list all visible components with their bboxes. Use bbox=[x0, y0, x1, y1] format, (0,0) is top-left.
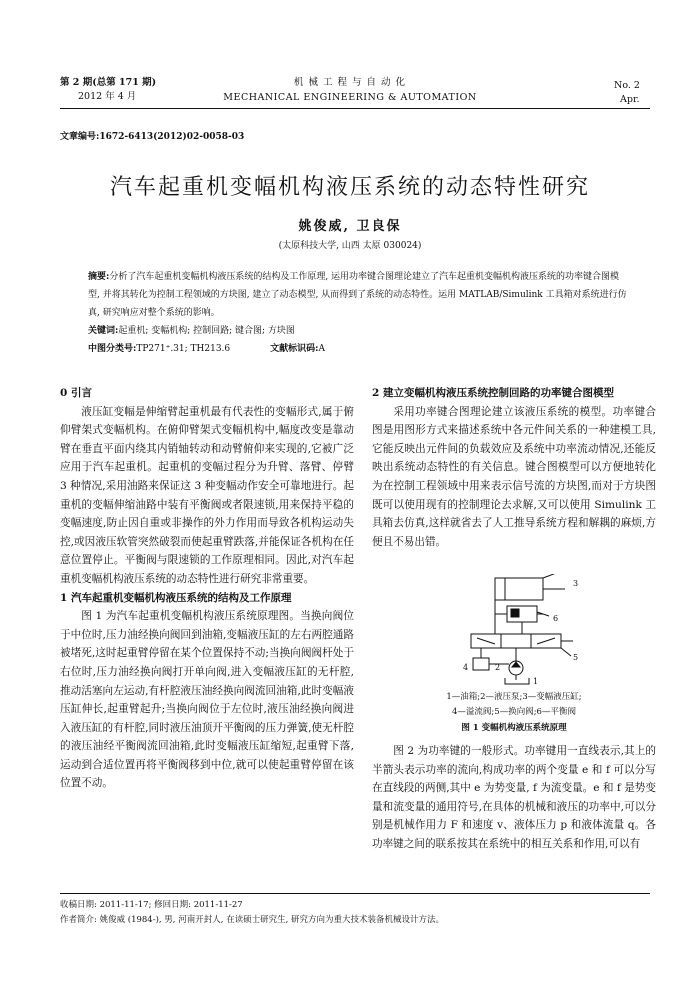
label-6: 6 bbox=[553, 614, 559, 623]
label-3: 3 bbox=[573, 579, 579, 588]
issue-no: No. 2 bbox=[614, 80, 640, 91]
doc-code: A bbox=[318, 344, 325, 354]
abstract bbox=[88, 268, 628, 322]
abstract-text: 分析了汽车起重机变幅机构液压系统的结构及工作原理, 运用功率键合图理论建立了汽车起重机变幅机构液压系统的功率键合图模型, 并将其转化为控制工程领域的方块图, 建立了动态模型, 从而得到了系统的动态特性。运用 MATLAB/Simulink 工具箱对系统进行仿真, 研究响应对整个系统的影响。 bbox=[88, 272, 627, 318]
issue-month: Apr. bbox=[620, 94, 640, 105]
left-column bbox=[60, 384, 354, 793]
classification bbox=[88, 340, 628, 358]
keywords-label: 关键词: bbox=[88, 326, 119, 336]
section-1-heading: 1 汽车起重机变幅机构液压系统的结构及工作原理 bbox=[60, 591, 292, 604]
footnote-rule bbox=[60, 893, 650, 894]
label-5: 5 bbox=[573, 653, 579, 662]
hydraulic-schematic-figure bbox=[425, 574, 585, 686]
right-column-top bbox=[372, 384, 656, 574]
label-2: 2 bbox=[495, 663, 501, 672]
received-dates: 收稿日期: 2011-11-17; 修回日期: 2011-11-27 bbox=[60, 900, 243, 910]
figure-legend-line-2: 4—溢流阀;5—换向阀;6—平衡阀 bbox=[452, 707, 576, 717]
author-bio: 作者简介: 姚俊威 (1984-), 男, 河南开封人, 在读硕士研究生, 研究方向为重大技术装备机械设计方法。 bbox=[60, 915, 445, 925]
journal-title-cn: 机 械 工 程 与 自 动 化 bbox=[293, 77, 407, 88]
header-rule bbox=[60, 108, 650, 109]
authors: 姚俊威, 卫良保 bbox=[298, 219, 402, 234]
issue-number: 第 2 期(总第 171 期) bbox=[60, 77, 157, 88]
valve-block-mid bbox=[501, 634, 531, 648]
abstract-label: 摘要: bbox=[88, 272, 110, 282]
relief-valve bbox=[473, 658, 489, 670]
issue-date: 2012 年 4 月 bbox=[78, 91, 137, 102]
leader-3 bbox=[543, 574, 559, 578]
keywords-text: 起重机; 变幅机构; 控制回路; 键合图; 方块图 bbox=[118, 326, 295, 336]
section-0-paragraph: 液压缸变幅是伸缩臂起重机最有代表性的变幅形式,属于俯仰臂架式变幅机构。在俯仰臂架式变幅机构中,幅度改变是靠动臂在垂直平面内绕其内销轴转动和动臂俯仰来实现的,它被广泛应用于汽车起重机。起重机的变幅过程分为升臂、落臂、停臂 3 种情况,采用油路来保证这 3 种变幅动作安全可靠地进行。起重机的变幅伸缩油路中装有平衡阀或者限速锁,用来保持平稳的变幅速度,防止因自重或非操作的外力作用而导致各机构运动失控,或因液压软管突然破裂而使起重臂跌落,并能保证各机构在任意位置停止。平衡阀与限速锁的工作原理相同。因此,对汽车起重机变幅机构液压系统的动态特性进行研究非常重要。 bbox=[60, 405, 354, 585]
right-column-bottom bbox=[372, 742, 656, 854]
balance-valve-fill bbox=[511, 609, 519, 617]
cylinder bbox=[495, 578, 543, 600]
tank bbox=[505, 678, 529, 684]
affiliation: (太原科技大学, 山西 太原 030024) bbox=[278, 241, 422, 251]
figure-caption: 图 1 变幅机构液压系统原理 bbox=[461, 723, 567, 733]
valve-arrow-2 bbox=[537, 638, 555, 644]
keywords bbox=[88, 322, 628, 340]
doc-code-label: 文献标识码: bbox=[270, 344, 319, 354]
label-1: 1 bbox=[533, 677, 539, 686]
paper-title: 汽车起重机变幅机构液压系统的动态特性研究 bbox=[109, 175, 590, 200]
section-2-heading: 2 建立变幅机构液压系统控制回路的功率键合图模型 bbox=[372, 387, 614, 399]
leader-5 bbox=[561, 648, 571, 656]
power-bond-paragraph: 图 2 为功率键的一般形式。功率键用一直线表示,其上的半箭头表示功率的流向,构成功率的两个变量 e 和 f 可以分写在直线段的两侧,其中 e 为势变量, f 为流变量。e 和 f 是势变量和流变量的通用符号,在具体的机械和液压的功率中,可以分别是机械作用力 F 和速度 v、液体压力 p 和液体流量 q。各功率键之间的联系按其在系统中的相互关系和作用,可以有 bbox=[372, 745, 656, 850]
valve-arrow-1 bbox=[477, 638, 495, 644]
label-4: 4 bbox=[463, 663, 469, 672]
clc-label: 中图分类号: bbox=[88, 344, 137, 354]
section-2-paragraph: 采用功率键合图理论建立该液压系统的模型。功率键合图是用图形方式来描述系统中各元件间关系的一种建模工具,它能反映出元件间的负载效应及系统中功率流动情况,还能反映出系统动态特性的有关信息。键合图模型可以方便地转化为在控制工程领域中用来表示信号流的方块图,而对于方块图既可以使用现有的控制理论去求解,又可以使用 Simulink 工具箱去仿真,这样就省去了人工推导系统方程和解耦的麻烦,方便且不易出错。 bbox=[372, 405, 656, 548]
pump-arrow bbox=[512, 662, 520, 667]
journal-title-en: MECHANICAL ENGINEERING & AUTOMATION bbox=[223, 92, 477, 103]
section-0-heading: 0 引言 bbox=[60, 387, 92, 399]
article-number: 文章编号:1672-6413(2012)02-0058-03 bbox=[60, 132, 245, 142]
abstract-block bbox=[88, 268, 628, 358]
clc-code: TP271⁺.31; TH213.6 bbox=[136, 344, 231, 354]
figure-legend-line-1: 1—油箱;2—液压泵;3—变幅液压缸; bbox=[446, 692, 582, 702]
section-1-paragraph: 图 1 为汽车起重机变幅机构液压系统原理图。当换向阀位于中位时,压力油经换向阀回到油箱,变幅液压缸的左右两腔通路被堵死,这时起重臂停留在某个位置保持不动;当换向阀阀杆处于右位时,压力油经换向阀打开单向阀,进入变幅液压缸的无杆腔,推动活塞向左运动,有杆腔液压油经换向阀流回油箱,此时变幅液压缸伸长,起重臂起升;当换向阀位于左位时,液压油经换向阀进入液压缸的有杆腔,同时液压油顶开平衡阀的压力弹簧,使无杆腔的液压油经平衡阀流回油箱,此时变幅液压缸缩短,起重臂下落,运动到合适位置再将平衡阀移到中位,就可以使起重臂停留在该位置不动。 bbox=[60, 610, 354, 790]
